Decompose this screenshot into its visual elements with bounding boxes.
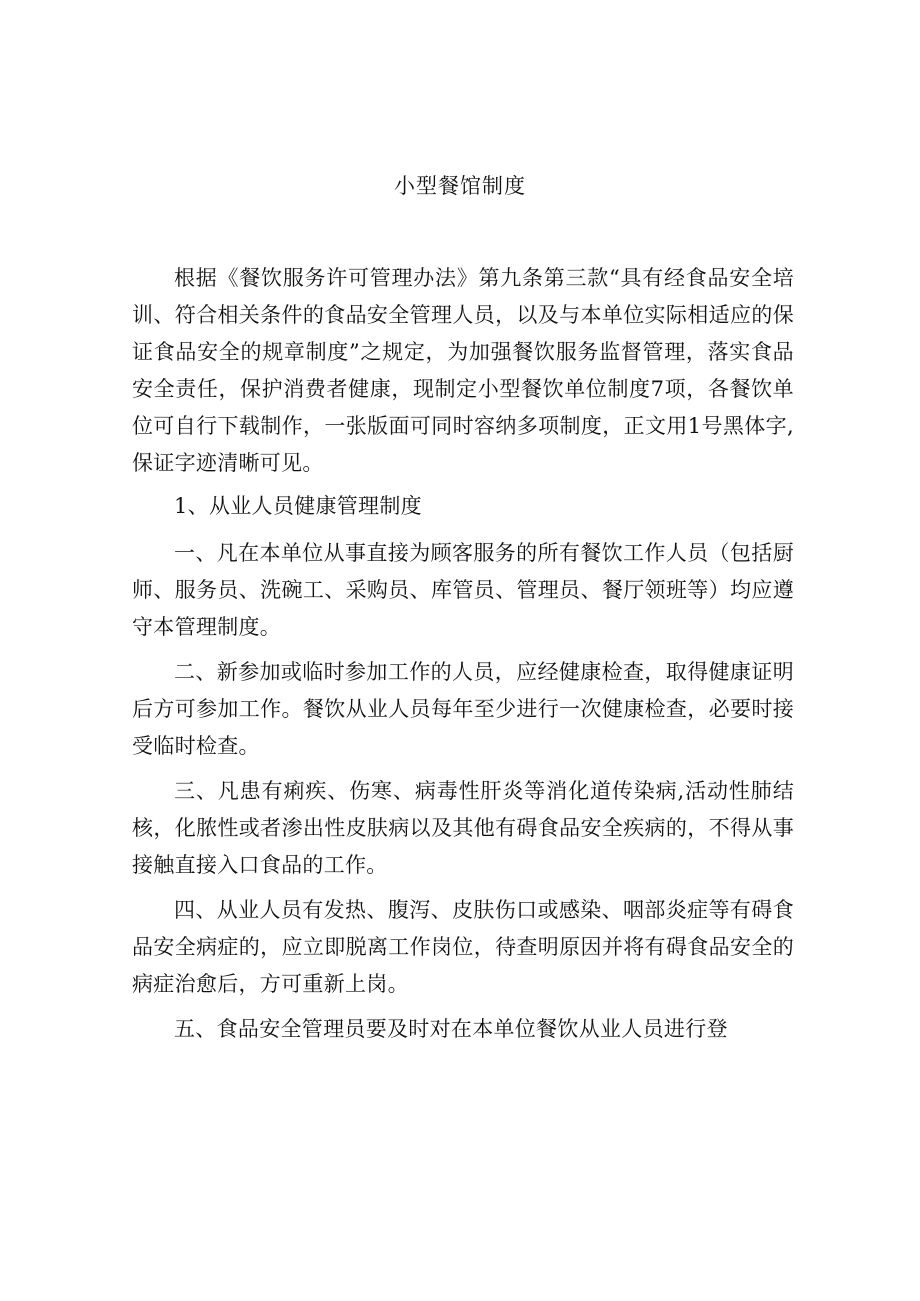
document-title: 小型餐馆制度 [394,174,526,198]
rule-item-1: 一、凡在本单位从事直接为顾客服务的所有餐饮工作人员（包括厨师、服务员、洗碗工、采购员、库管员、管理员、餐厅领班等）均应遵守本管理制度。 [132,541,794,639]
rule-item-2: 二、新参加或临时参加工作的人员，应经健康检查，取得健康证明后方可参加工作。餐饮从业人员每年至少进行一次健康检查，必要时接受临时检查。 [132,660,794,758]
rule-item-4: 四、从业人员有发热、腹泻、皮肤伤口或感染、咽部炎症等有碍食品安全病症的，应立即脱离工作岗位，待查明原因并将有碍食品安全的病症治愈后，方可重新上岗。 [132,898,794,996]
intro-paragraph: 根据《餐饮服务许可管理办法》第九条第三款“具有经食品安全培训、符合相关条件的食品安全管理人员，以及与本单位实际相适应的保证食品安全的规章制度”之规定，为加强餐饮服务监督管理，落实食品安全责任，保护消费者健康，现制定小型餐饮单位制度7项，各餐饮单位可自行下载制作，一张版面可同时容纳多项制度，正文用1号黑体字,保证字迹清晰可见。 [132,266,794,475]
section-heading: 1、从业人员健康管理制度 [174,494,422,518]
document-body [132,260,794,1056]
rule-item-3: 三、凡患有痢疾、伤寒、病毒性肝炎等消化道传染病,活动性肺结核，化脓性或者渗出性皮肤病以及其他有碍食品安全疾病的，不得从事接触直接入口食品的工作。 [132,779,794,877]
rule-item-5: 五、食品安全管理员要及时对在本单位餐饮从业人员进行登 [174,1017,728,1041]
